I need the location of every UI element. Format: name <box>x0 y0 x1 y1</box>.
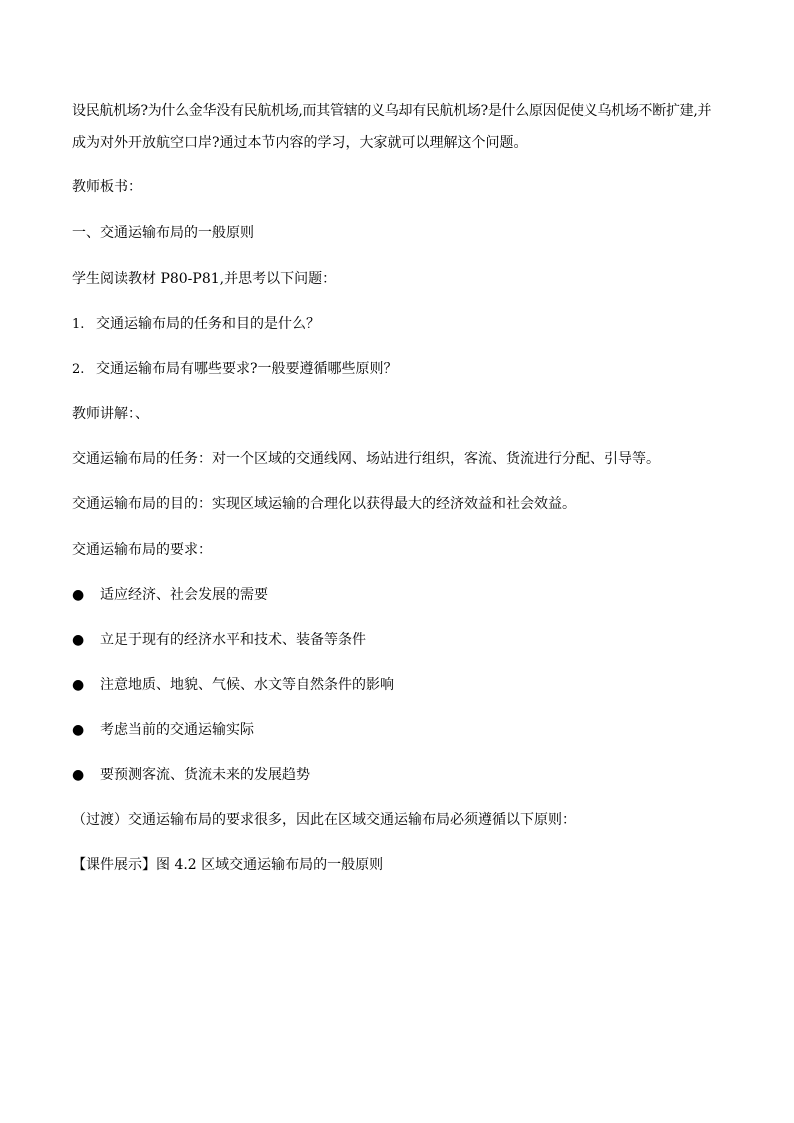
transition-text: （过渡）交通运输布局的要求很多，因此在区域交通运输布局必须遵循以下原则： <box>72 812 576 828</box>
requirement-text: 立足于现有的经济水平和技术、装备等条件 <box>100 632 366 648</box>
requirement-item <box>72 715 732 745</box>
requirement-text: 适应经济、社会发展的需要 <box>100 587 268 603</box>
task-text: 交通运输布局的任务：对一个区域的交通线网、场站进行组织，客流、货流进行分配、引导等。 <box>72 451 660 467</box>
reading-task: 学生阅读教材 P80-P81,并思考以下问题： <box>72 271 337 287</box>
requirement-item <box>72 670 732 700</box>
question-item <box>72 354 732 385</box>
question-number: 1. <box>72 317 85 332</box>
requirement-text: 考虑当前的交通运输实际 <box>100 722 254 738</box>
requirement-item <box>72 580 732 610</box>
purpose-text: 交通运输布局的目的：实现区域运输的合理化以获得最大的经济效益和社会效益。 <box>72 496 576 512</box>
section-heading: 一、交通运输布局的一般原则 <box>72 225 254 241</box>
bullet-icon: ● <box>72 632 85 648</box>
board-label: 教师板书： <box>72 179 142 195</box>
bullet-icon: ● <box>72 767 85 783</box>
question-text: 交通运输布局的任务和目的是什么？ <box>96 316 320 332</box>
bullet-icon: ● <box>72 722 85 738</box>
requirement-item <box>72 760 732 790</box>
requirements-label: 交通运输布局的要求： <box>72 542 212 558</box>
question-text: 交通运输布局有哪些要求?一般要遵循哪些原则？ <box>96 361 398 377</box>
question-number: 2. <box>72 362 85 377</box>
lecture-label: 教师讲解：、 <box>72 406 149 422</box>
requirement-item <box>72 625 732 655</box>
bullet-icon: ● <box>72 677 85 693</box>
intro-line-2: 成为对外开放航空口岸?通过本节内容的学习，大家就可以理解这个问题。 <box>72 135 528 151</box>
intro-line-1: 设民航机场?为什么金华没有民航机场,而其管辖的义乌却有民航机场?是什么原因促使义乌机场不断扩建,并 <box>72 103 712 119</box>
courseware-text: 【课件展示】图 4.2 区域交通运输布局的一般原则 <box>72 857 384 873</box>
bullet-icon: ● <box>72 587 85 603</box>
requirement-text: 要预测客流、货流未来的发展趋势 <box>100 767 310 783</box>
requirement-text: 注意地质、地貌、气候、水文等自然条件的影响 <box>100 677 394 693</box>
question-item <box>72 309 732 340</box>
